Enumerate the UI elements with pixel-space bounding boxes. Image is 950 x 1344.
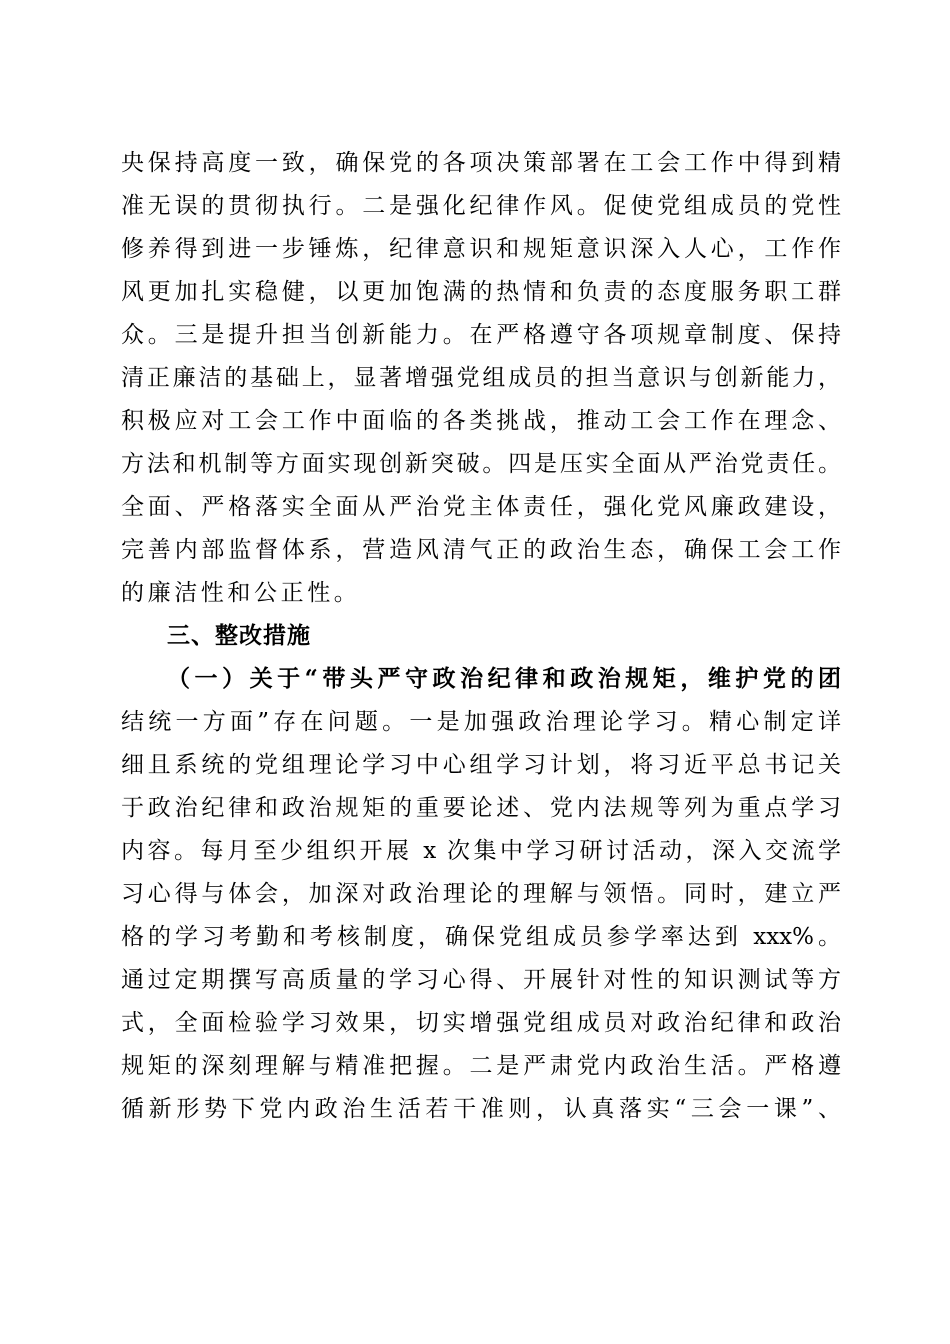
paragraph-line: 式，全面检验学习效果，切实增强党组成员对政治纪律和政治: [121, 1010, 841, 1036]
paragraph-line: 众。三是提升担当创新能力。在严格遵守各项规章制度、保持: [121, 322, 841, 348]
paragraph-line: 结统一方面”存在问题。一是加强政治理论学习。精心制定详: [121, 709, 841, 735]
paragraph-line: 规矩的深刻理解与精准把握。二是严肃党内政治生活。严格遵: [121, 1053, 841, 1079]
paragraph-line: 修养得到进一步锤炼，纪律意识和规矩意识深入人心，工作作: [121, 236, 841, 262]
paragraph-line: 全面、严格落实全面从严治党主体责任，强化党风廉政建设，: [121, 494, 841, 520]
subsection-heading-line: （一）关于“带头严守政治纪律和政治规矩，维护党的团: [167, 665, 841, 692]
paragraph-line: 习心得与体会，加深对政治理论的理解与领悟。同时，建立严: [121, 881, 841, 907]
paragraph-line: 细且系统的党组理论学习中心组学习计划，将习近平总书记关: [121, 752, 841, 778]
paragraph-line: 准无误的贯彻执行。二是强化纪律作风。促使党组成员的党性: [121, 193, 841, 219]
paragraph-line: 的廉洁性和公正性。: [121, 580, 361, 606]
paragraph-line: 方法和机制等方面实现创新突破。四是压实全面从严治党责任。: [121, 451, 841, 477]
paragraph-line: 清正廉洁的基础上，显著增强党组成员的担当意识与创新能力，: [121, 365, 841, 391]
section-heading: 三、整改措施: [167, 623, 311, 649]
paragraph-line: 央保持高度一致，确保党的各项决策部署在工会工作中得到精: [121, 150, 841, 176]
paragraph-line: 格的学习考勤和考核制度，确保党组成员参学率达到 xxx%。: [121, 924, 841, 950]
paragraph-line: 循新形势下党内政治生活若干准则，认真落实“三会一课”、: [121, 1096, 841, 1122]
paragraph-line: 于政治纪律和政治规矩的重要论述、党内法规等列为重点学习: [121, 795, 841, 821]
paragraph-line: 风更加扎实稳健，以更加饱满的热情和负责的态度服务职工群: [121, 279, 841, 305]
paragraph-line: 完善内部监督体系，营造风清气正的政治生态，确保工会工作: [121, 537, 841, 563]
paragraph-line: 内容。每月至少组织开展 x 次集中学习研讨活动，深入交流学: [121, 838, 841, 864]
paragraph-line: 通过定期撰写高质量的学习心得、开展针对性的知识测试等方: [121, 967, 841, 993]
paragraph-line: 积极应对工会工作中面临的各类挑战，推动工会工作在理念、: [121, 408, 841, 434]
